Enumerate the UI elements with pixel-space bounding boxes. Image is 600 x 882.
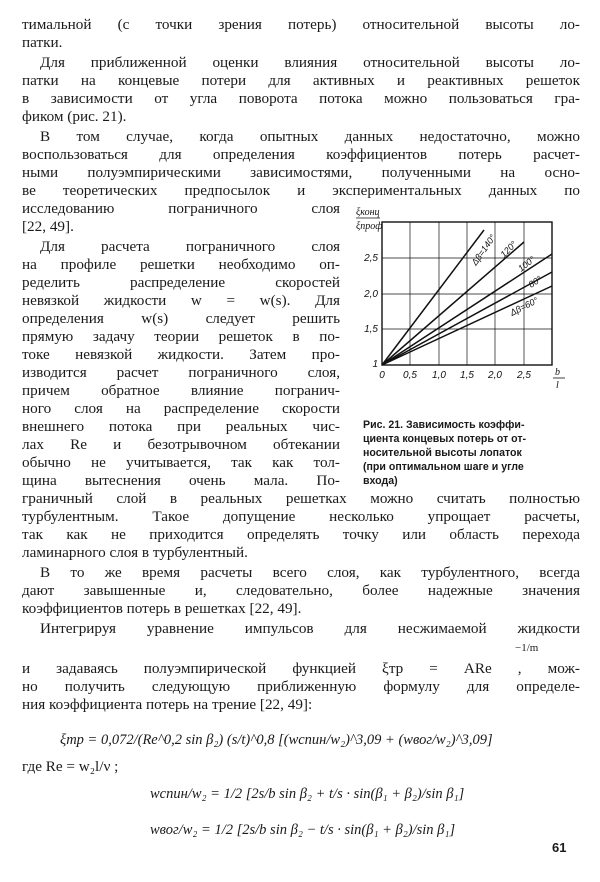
text-line: ве теоретических предпосылок и экспериментальных данных по (22, 182, 580, 199)
main-formula: ξтр = 0,072/(Re^0,2 sin β₂) (s/t)^0,8 [(wспин/w₂)^3,09 + (wвог/w₂)^3,09] (60, 732, 493, 748)
text-line: граничный слой в реальных решетках можно считать полностью (22, 490, 580, 507)
curve-label: Δβ=60° (508, 295, 540, 318)
inline-exponent: −1/m (515, 642, 539, 654)
text-line: дают завышенные и, следовательно, более надежные значения (22, 582, 580, 599)
text-line: так как не приходится определять точку или область перехода (22, 526, 580, 543)
text-line: фиком (рис. 21). (22, 108, 127, 125)
caption-line: входа) (363, 475, 398, 487)
text-line: невязкой жидкости w = w(s). Для (22, 292, 340, 309)
text-line: исследованию пограничного слоя (22, 200, 340, 217)
curve-120 (382, 242, 524, 365)
curve-label: 100° (516, 254, 537, 274)
text-line: причем обратное влияние погранич- (22, 382, 340, 399)
text-line: изводится расчет пограничного слоя, (22, 364, 340, 381)
text-line: Для приближенной оценки влияния относительной высоты ло- (40, 54, 580, 71)
caption-line: носительной высоты лопаток (363, 447, 522, 459)
x-tick: 0 (379, 370, 385, 381)
text-line: коэффициентов потерь в решетках [22, 49]. (22, 600, 302, 617)
text-line: обычно не учитывается, так как тол- (22, 454, 340, 471)
curve-label: 80° (526, 273, 544, 290)
text-line: ределить распределение скоростей (22, 274, 340, 291)
text-line: ния коэффициента потерь на трение [22, 49]: (22, 696, 313, 713)
figure-chart (356, 207, 574, 417)
text-line: на профиле решетки необходимо оп- (22, 256, 340, 273)
figure-caption (363, 418, 575, 488)
y-axis-label-bottom: ξпроф (356, 221, 383, 232)
caption-line: (при оптимальном шаге и угле (363, 461, 524, 473)
text-line: ного слоя на распределение скорости (22, 400, 340, 417)
text-line: [22, 49]. (22, 218, 74, 235)
text-line: патки. (22, 34, 63, 51)
text-line: Для расчета пограничного слоя (40, 238, 340, 255)
text-line: тимальной (с точки зрения потерь) относительной высоты ло- (22, 16, 580, 33)
text-line: турбулентным. Такое допущение несколько упрощает расчеты, (22, 508, 580, 525)
x-tick: 0,5 (403, 370, 417, 381)
curve-140 (382, 230, 484, 365)
text-line: ламинарного слоя в турбулентный. (22, 544, 248, 561)
y-axis-label-top: ξконц (356, 207, 380, 218)
text-line: токе невязкой жидкости. Затем про- (22, 346, 340, 363)
text-line: внешнего потока при реальных чис- (22, 418, 340, 435)
text-line: лах Re и безотрывочном обтекании (22, 436, 340, 453)
x-tick: 2,0 (488, 370, 502, 381)
text-line: воспользоваться для определения коэффициентов потерь расчет- (22, 146, 580, 163)
caption-line: Рис. 21. Зависимость коэффи- (363, 419, 525, 431)
text-line: и задаваясь полуэмпирической функцией ξтр = ARe , мож- (22, 660, 580, 677)
text-line: прямую задачу теории решеток в по- (22, 328, 340, 345)
x-axis-label-bottom: l (556, 380, 559, 391)
text-line: но получить следующую приближенную формулу для определе- (22, 678, 580, 695)
text-line: определения w(s) следует решить (22, 310, 340, 327)
text-line: ными полуэмпирическими зависимостями, полученными на осно- (22, 164, 580, 181)
x-tick: 1,5 (460, 370, 474, 381)
y-tick: 2,5 (364, 253, 378, 264)
page-number: 61 (552, 840, 567, 855)
y-tick: 2,0 (364, 289, 378, 300)
curve-label: 120° (498, 239, 519, 260)
text-line: В то же время расчеты всего слоя, как турбулентного, всегда (40, 564, 580, 581)
y-tick: 1,5 (364, 324, 378, 335)
text-line: Интегрируя уравнение импульсов для несжимаемой жидкости (40, 620, 580, 637)
x-axis-label-top: b (555, 367, 560, 378)
y-tick: 1 (372, 359, 378, 370)
formula-w-spin: wспин/w₂ = 1/2 [2s/b sin β₂ + t/s · sin(β₁ + β₂)/sin β₁] (150, 786, 465, 802)
text-line: в зависимости от угла поворота потока можно пользоваться гра- (22, 90, 580, 107)
x-tick: 1,0 (432, 370, 446, 381)
x-tick: 2,5 (517, 370, 531, 381)
caption-line: циента концевых потерь от от- (363, 433, 527, 445)
formula-w-vog: wвог/w₂ = 1/2 [2s/b sin β₂ − t/s · sin(β₁ + β₂)/sin β₁] (150, 822, 456, 838)
curve-label: Δβ=140° (469, 232, 498, 268)
text-line: щина вытеснения очень мала. По- (22, 472, 340, 489)
text-line: патки на концевые потери для активных и реактивных решеток (22, 72, 580, 89)
text-line: где Re = w₂l/ν ; (22, 758, 119, 775)
text-line: В том случае, когда опытных данных недостаточно, можно (40, 128, 580, 145)
